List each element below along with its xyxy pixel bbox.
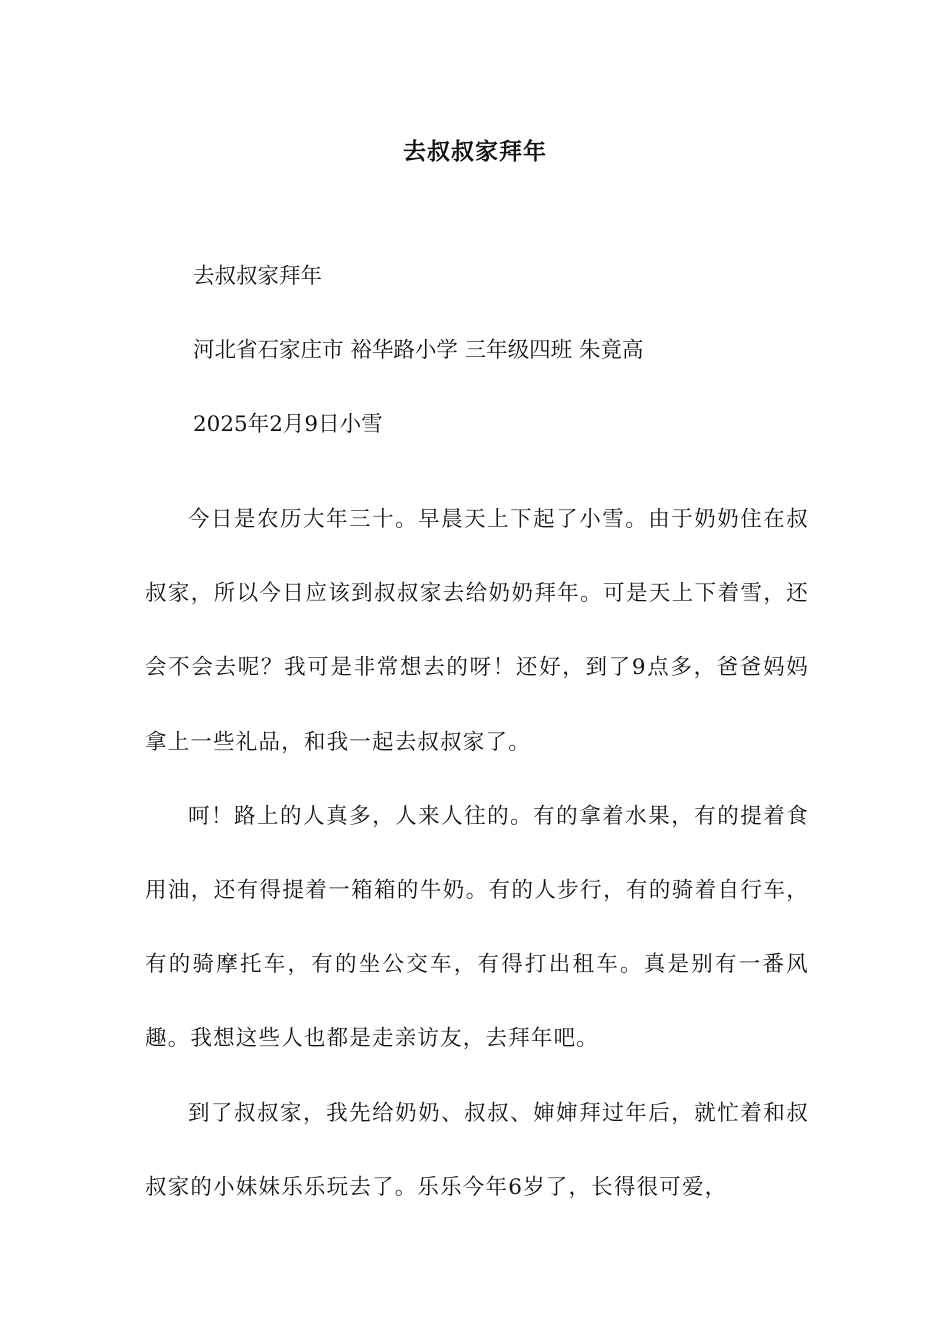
essay-body [145,483,809,1225]
document-title: 去叔叔家拜年 [403,138,547,165]
paragraph: 到了叔叔家，我先给奶奶、叔叔、婶婶拜过年后，就忙着和叔叔家的小妹妹乐乐玩去了。乐乐今年6岁了，长得很可爱， [145,1100,809,1200]
author-line: 河北省石家庄市 裕华路小学 三年级四班 朱竟高 [193,338,644,363]
paragraph: 今日是农历大年三十。早晨天上下起了小雪。由于奶奶住在叔叔家，所以今日应该到叔叔家去给奶奶拜年。可是天上下着雪，还会不会去呢？我可是非常想去的呀！还好，到了9点多，爸爸妈妈拿上一些礼品，和我一起去叔叔家了。 [145,507,809,755]
essay-heading: 去叔叔家拜年 [193,264,323,289]
paragraph: 呵！路上的人真多，人来人往的。有的拿着水果，有的提着食用油，还有得提着一箱箱的牛奶。有的人步行，有的骑着自行车，有的骑摩托车，有的坐公交车，有得打出租车。真是别有一番风趣。我想这些人也都是走亲访友，去拜年吧。 [145,803,809,1052]
date-line: 2025年2月9日小雪 [193,412,383,437]
